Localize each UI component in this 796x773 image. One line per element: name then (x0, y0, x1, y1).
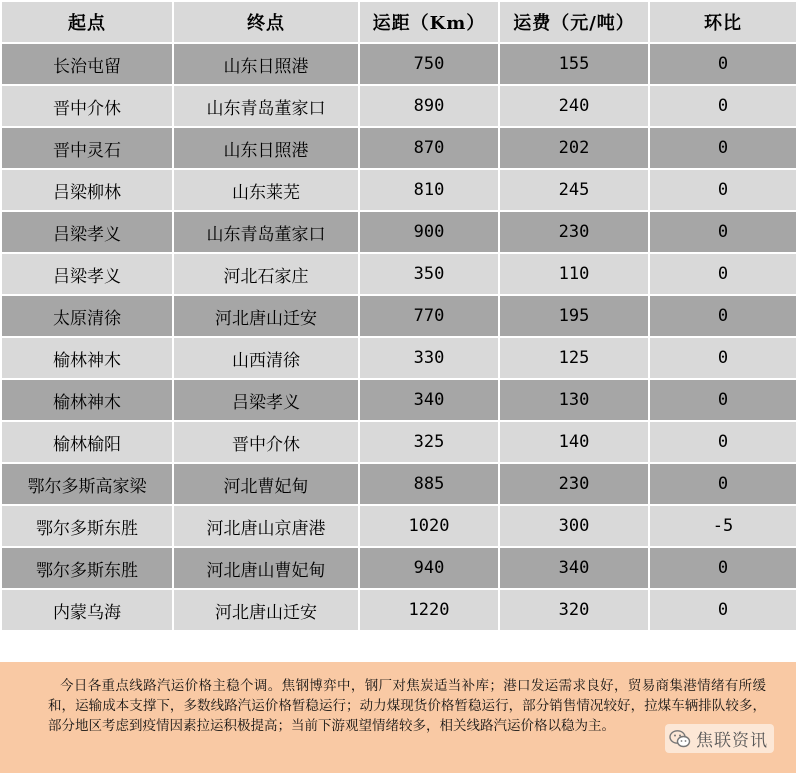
cell-destination: 山东日照港 (173, 127, 359, 169)
cell-price: 230 (499, 211, 649, 253)
cell-destination: 河北唐山京唐港 (173, 505, 359, 547)
cell-price: 320 (499, 589, 649, 631)
cell-price: 202 (499, 127, 649, 169)
cell-origin: 吕梁孝义 (1, 253, 173, 295)
watermark-text: 焦联资讯 (696, 731, 768, 751)
table-body (1, 43, 796, 631)
cell-distance: 750 (359, 43, 499, 85)
wechat-icon (669, 729, 691, 749)
cell-destination: 山东日照港 (173, 43, 359, 85)
table-row (1, 211, 796, 253)
cell-distance: 900 (359, 211, 499, 253)
cell-change: 0 (649, 337, 796, 379)
cell-destination: 山东莱芜 (173, 169, 359, 211)
cell-destination: 晋中介休 (173, 421, 359, 463)
table-row (1, 421, 796, 463)
cell-distance: 890 (359, 85, 499, 127)
table-header-row (1, 1, 796, 43)
table-row (1, 169, 796, 211)
cell-origin: 榆林神木 (1, 379, 173, 421)
commentary-text: 今日各重点线路汽运价格主稳个调。焦钢博弈中，钢厂对焦炭适当补库；港口发运需求良好，贸易商集港情绪有所缓和，运输成本支撑下，多数线路汽运价格暂稳运行；动力煤现货价格暂稳运行，部分销售情况较好，拉煤车辆排队较多，部分地区考虑到疫情因素拉运积极提高；当前下游观望情绪较多，相关线路汽运价格以稳为主。 (48, 678, 766, 734)
cell-origin: 内蒙乌海 (1, 589, 173, 631)
cell-change: 0 (649, 253, 796, 295)
header-price: 运费（元/吨） (499, 1, 649, 43)
table-row (1, 547, 796, 589)
cell-origin: 榆林神木 (1, 337, 173, 379)
table-row (1, 127, 796, 169)
cell-distance: 1220 (359, 589, 499, 631)
cell-change: 0 (649, 295, 796, 337)
cell-price: 130 (499, 379, 649, 421)
table-row (1, 505, 796, 547)
cell-price: 240 (499, 85, 649, 127)
cell-distance: 810 (359, 169, 499, 211)
cell-destination: 河北唐山曹妃甸 (173, 547, 359, 589)
cell-price: 110 (499, 253, 649, 295)
cell-distance: 870 (359, 127, 499, 169)
cell-price: 195 (499, 295, 649, 337)
cell-change: 0 (649, 547, 796, 589)
cell-destination: 河北唐山迁安 (173, 589, 359, 631)
cell-change: 0 (649, 85, 796, 127)
cell-origin: 晋中介休 (1, 85, 173, 127)
cell-origin: 太原清徐 (1, 295, 173, 337)
cell-distance: 940 (359, 547, 499, 589)
cell-destination: 河北石家庄 (173, 253, 359, 295)
cell-change: -5 (649, 505, 796, 547)
header-origin: 起点 (1, 1, 173, 43)
cell-change: 0 (649, 379, 796, 421)
cell-origin: 吕梁孝义 (1, 211, 173, 253)
cell-distance: 1020 (359, 505, 499, 547)
cell-destination: 山东青岛董家口 (173, 85, 359, 127)
cell-price: 140 (499, 421, 649, 463)
cell-price: 155 (499, 43, 649, 85)
cell-distance: 325 (359, 421, 499, 463)
cell-change: 0 (649, 169, 796, 211)
cell-destination: 山西清徐 (173, 337, 359, 379)
cell-price: 245 (499, 169, 649, 211)
cell-destination: 山东青岛董家口 (173, 211, 359, 253)
cell-origin: 长治屯留 (1, 43, 173, 85)
cell-change: 0 (649, 589, 796, 631)
table-row (1, 43, 796, 85)
table-row (1, 589, 796, 631)
table-row (1, 85, 796, 127)
cell-distance: 340 (359, 379, 499, 421)
table-row (1, 253, 796, 295)
cell-change: 0 (649, 211, 796, 253)
cell-destination: 河北曹妃甸 (173, 463, 359, 505)
cell-price: 125 (499, 337, 649, 379)
cell-price: 340 (499, 547, 649, 589)
cell-change: 0 (649, 463, 796, 505)
cell-price: 230 (499, 463, 649, 505)
cell-price: 300 (499, 505, 649, 547)
cell-origin: 鄂尔多斯东胜 (1, 505, 173, 547)
table-row (1, 295, 796, 337)
cell-origin: 吕梁柳林 (1, 169, 173, 211)
cell-distance: 330 (359, 337, 499, 379)
header-change: 环比 (649, 1, 796, 43)
cell-distance: 770 (359, 295, 499, 337)
header-distance: 运距（Km） (359, 1, 499, 43)
cell-change: 0 (649, 43, 796, 85)
cell-destination: 吕梁孝义 (173, 379, 359, 421)
cell-origin: 榆林榆阳 (1, 421, 173, 463)
table-row (1, 337, 796, 379)
market-commentary (0, 662, 796, 773)
table-row (1, 463, 796, 505)
header-destination: 终点 (173, 1, 359, 43)
cell-origin: 鄂尔多斯高家梁 (1, 463, 173, 505)
cell-distance: 350 (359, 253, 499, 295)
cell-origin: 鄂尔多斯东胜 (1, 547, 173, 589)
cell-destination: 河北唐山迁安 (173, 295, 359, 337)
cell-change: 0 (649, 421, 796, 463)
cell-origin: 晋中灵石 (1, 127, 173, 169)
cell-change: 0 (649, 127, 796, 169)
table-row (1, 379, 796, 421)
cell-distance: 885 (359, 463, 499, 505)
source-watermark (665, 724, 774, 753)
